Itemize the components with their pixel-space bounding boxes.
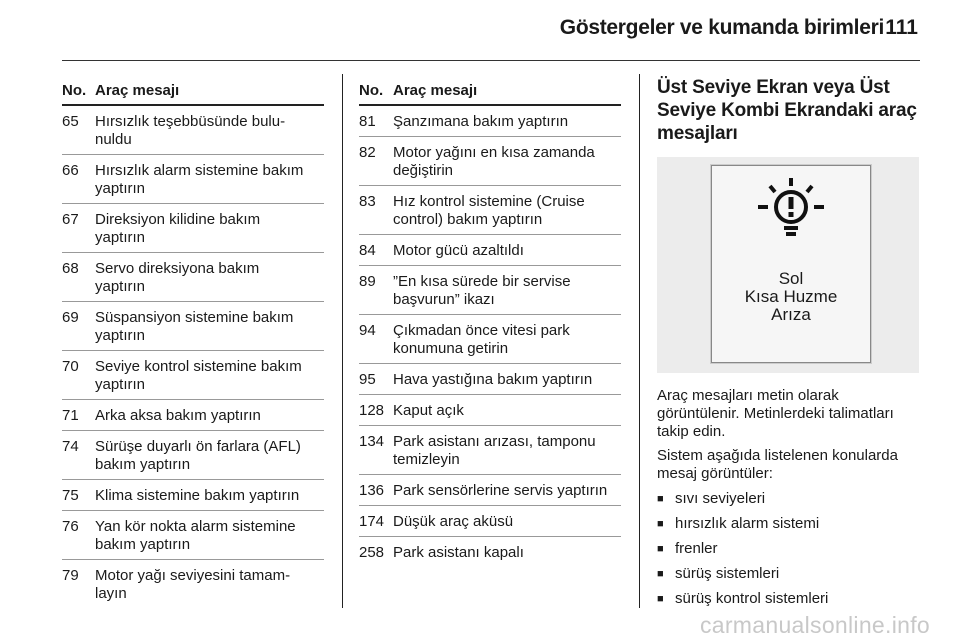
display-screen (711, 165, 871, 363)
section-heading: Üst Seviye Ekran veya Üst Seviye Kombi Ekrandaki araç mesajları (657, 77, 917, 144)
row-number: 128 (359, 402, 385, 419)
page-title: Göstergeler ve kumanda birimleri (559, 16, 884, 39)
row-number: 71 (62, 407, 79, 424)
table-header (359, 82, 621, 106)
display-line-3: Arıza (771, 305, 811, 324)
row-message: Park asistanı arızası, tamponu temizleyin (393, 433, 596, 468)
row-message: ”En kısa sürede bir servise başvurun” ikazı (393, 273, 571, 308)
table-row (359, 186, 621, 235)
row-number: 65 (62, 113, 79, 130)
bullet-icon: ■ (657, 568, 664, 580)
table-header (62, 82, 324, 106)
row-message: Motor yağını en kısa zamanda değiştirin (393, 144, 595, 179)
row-number: 174 (359, 513, 385, 530)
row-number: 68 (62, 260, 79, 277)
row-message: Hırsızlık alarm sistemine bakım yaptırın (95, 162, 304, 197)
row-number: 84 (359, 242, 376, 259)
table-row (62, 302, 324, 351)
row-message: Çıkmadan önce vitesi park konumuna getirin (393, 322, 570, 357)
row-message: Direksiyon kilidine bakım yaptırın (95, 211, 261, 246)
list-item-text: frenler (675, 540, 718, 557)
row-number: 83 (359, 193, 376, 210)
table-row (359, 266, 621, 315)
bullet-icon: ■ (657, 518, 664, 530)
row-message: Hız kontrol sistemine (Cruise control) bakım yaptırın (393, 193, 585, 228)
row-message: Hava yastığına bakım yaptırın (393, 371, 593, 388)
list-item-text: sıvı seviyeleri (675, 490, 766, 507)
list-item-text: sürüş sistemleri (675, 565, 780, 582)
table-row (62, 400, 324, 431)
row-message: Şanzımana bakım yaptırın (393, 113, 569, 130)
row-message: Servo direksiyona bakım yaptırın (95, 260, 260, 295)
table-row (359, 537, 621, 567)
row-message: Seviye kontrol sistemine bakım yaptırın (95, 358, 302, 393)
row-number: 74 (62, 438, 79, 455)
list-item-text: sürüş kontrol sistemleri (675, 590, 829, 607)
display-illustration (657, 157, 919, 373)
row-message: Yan kör nokta alarm sistemine bakım yaptırın (95, 518, 296, 553)
row-message: Arka aksa bakım yaptırın (95, 407, 261, 424)
list-item (657, 590, 920, 608)
list-item (657, 515, 920, 533)
paragraph-list-intro: Sistem aşağıda listelenen konularda mesaj görüntüler: (657, 447, 898, 482)
row-number: 134 (359, 433, 385, 450)
message-table-right (359, 82, 621, 567)
row-message: Kaput açık (393, 402, 464, 419)
list-item (657, 490, 920, 508)
list-item (657, 565, 920, 583)
message-table-left (62, 82, 324, 608)
table-row (359, 475, 621, 506)
table-row (359, 106, 621, 137)
table-row (359, 426, 621, 475)
watermark: carmanualsonline.info (699, 612, 930, 638)
display-line-1: Sol (778, 269, 804, 288)
table-row (359, 395, 621, 426)
table-row (359, 235, 621, 266)
col-msg-header: Araç mesajı (95, 82, 180, 99)
header-divider (62, 60, 920, 61)
info-section (657, 76, 920, 608)
row-number: 95 (359, 371, 376, 388)
col-msg-header: Araç mesajı (393, 82, 478, 99)
list-item-text: hırsızlık alarm sistemi (675, 515, 820, 532)
row-number: 70 (62, 358, 79, 375)
display-message (712, 270, 870, 324)
row-message-text: Hırsızlık teşebbüsünde bulu- nuldu (95, 113, 286, 148)
table-row (62, 155, 324, 204)
row-message (95, 113, 324, 149)
table-row (62, 511, 324, 560)
row-number: 75 (62, 487, 79, 504)
row-number: 76 (62, 518, 79, 535)
table-row (62, 431, 324, 480)
bullet-icon: ■ (657, 593, 664, 605)
row-message: Sürüşe duyarlı ön farlara (AFL) bakım yaptırın (95, 438, 301, 473)
row-message: Park asistanı kapalı (393, 544, 524, 561)
col-no-header: No. (62, 82, 87, 99)
row-number: 136 (359, 482, 385, 499)
table-row (359, 506, 621, 537)
bullet-icon: ■ (657, 543, 664, 555)
row-number: 66 (62, 162, 79, 179)
display-line-2: Kısa Huzme (744, 287, 838, 306)
row-number: 82 (359, 144, 376, 161)
table-row (359, 364, 621, 395)
row-message: Klima sistemine bakım yaptırın (95, 487, 300, 504)
row-number: 89 (359, 273, 376, 290)
row-message: Süspansiyon sistemine bakım yaptırın (95, 309, 294, 344)
table-row (62, 480, 324, 511)
table-row (62, 204, 324, 253)
row-number: 69 (62, 309, 79, 326)
row-number: 94 (359, 322, 376, 339)
row-message: Motor yağı seviyesini tamam- layın (95, 567, 291, 602)
row-message: Motor gücü azaltıldı (393, 242, 524, 259)
row-number: 67 (62, 211, 79, 228)
table-row (62, 253, 324, 302)
row-number: 81 (359, 113, 376, 130)
table-row (359, 137, 621, 186)
paragraph-intro: Araç mesajları metin olarak görüntülenir. Metinlerdeki talimatları takip edin. (657, 387, 894, 440)
bullet-icon: ■ (657, 493, 664, 505)
table-row (62, 351, 324, 400)
row-message: Park sensörlerine servis yaptırın (393, 482, 608, 499)
bulb-warning-icon (756, 176, 826, 242)
column-divider (342, 74, 343, 608)
table-row (62, 560, 324, 608)
table-row (62, 106, 324, 155)
page-number: 111 (885, 16, 918, 39)
row-number: 258 (359, 544, 385, 561)
row-message: Düşük araç aküsü (393, 513, 514, 530)
col-no-header: No. (359, 82, 384, 99)
table-row (359, 315, 621, 364)
list-item (657, 540, 920, 558)
row-number: 79 (62, 567, 79, 584)
column-divider (639, 74, 640, 608)
